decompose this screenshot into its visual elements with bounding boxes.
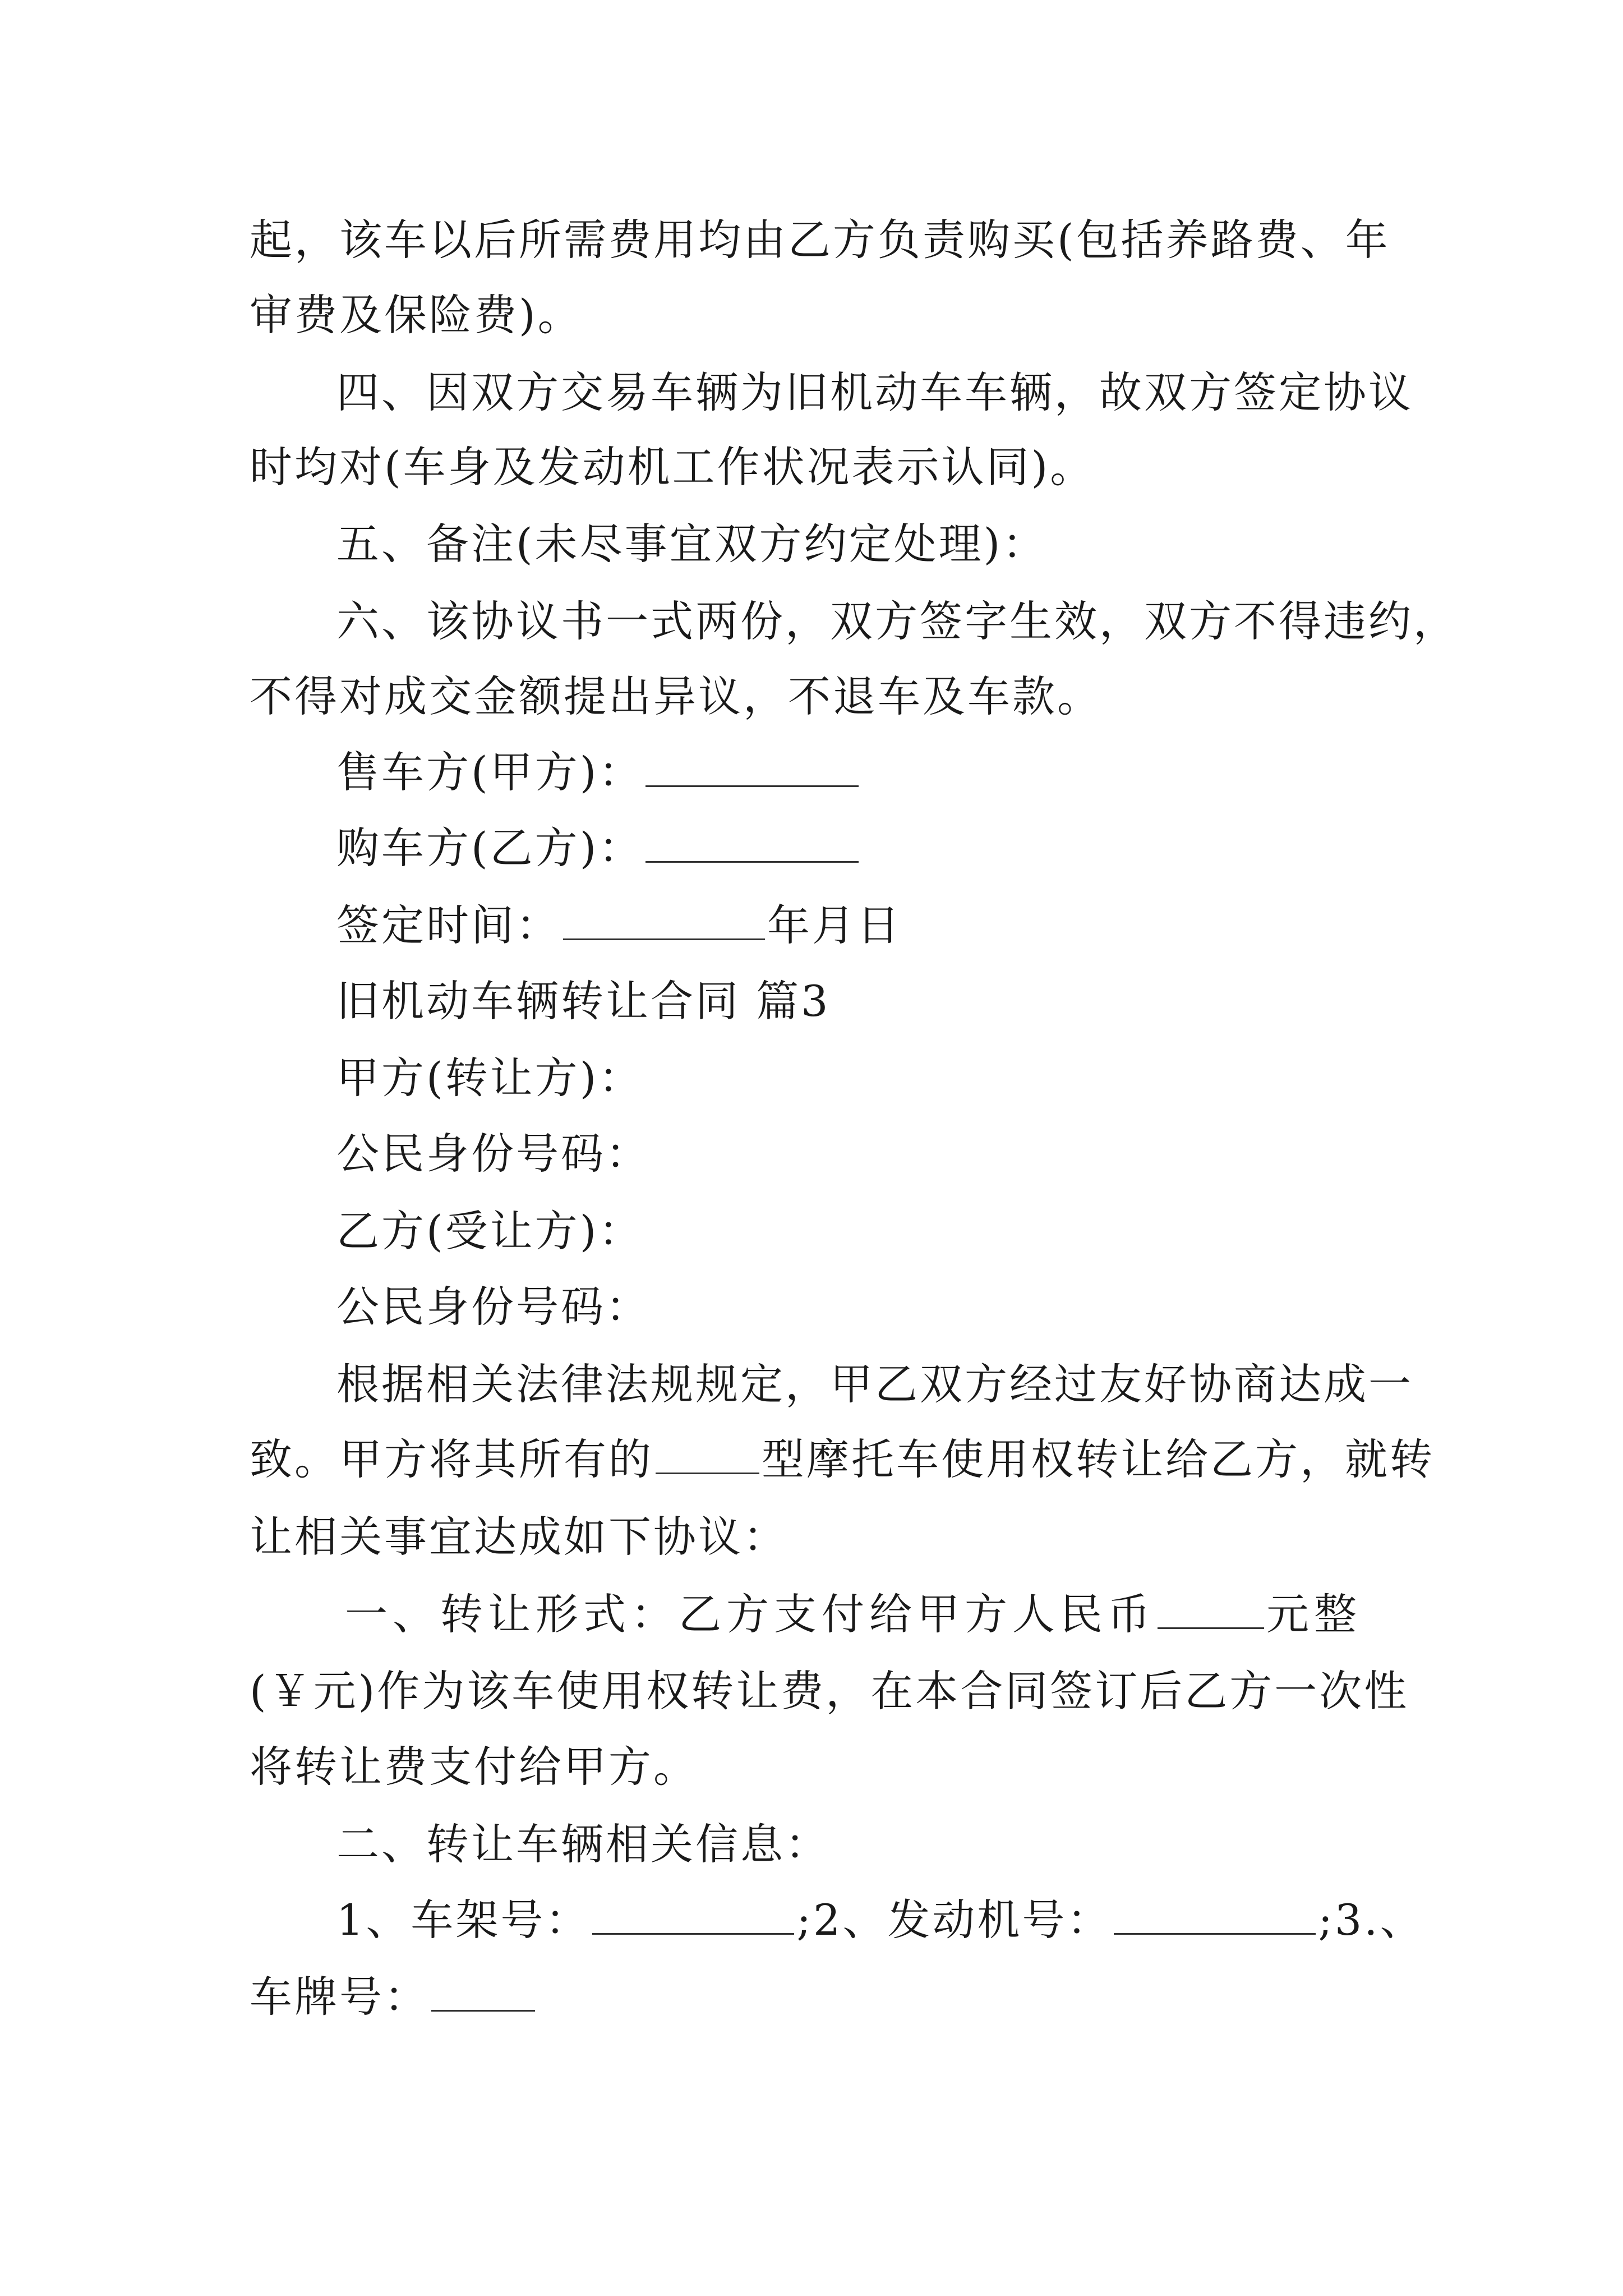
seller-blank <box>645 748 859 787</box>
frame-number-label: 1、车架号： <box>336 1895 591 1945</box>
text-line <box>250 1432 1435 1488</box>
buyer-label: 购车方(乙方)： <box>336 823 644 873</box>
line-text: 致。甲方将其所有的 <box>250 1434 653 1484</box>
clause-six <box>336 593 1458 650</box>
text-line <box>336 1356 1413 1412</box>
line-text: 四、因双方交易车辆为旧机动车车辆，故双方签定协议 <box>336 367 1413 417</box>
engine-number-label: ;2、发动机号： <box>796 1895 1112 1945</box>
line-text: (￥元)作为该车使用权转让费，在本合同签订后乙方一次性 <box>250 1666 1409 1716</box>
plate-number-line <box>250 1969 537 2025</box>
line-text: 一、转让形式：乙方支付给甲方人民币 <box>345 1589 1155 1639</box>
line-text: 公民身份号码： <box>336 1129 651 1179</box>
line-text: 不得对成交金额提出异议，不退车及车款。 <box>250 671 1102 721</box>
line-text: 甲方(转让方)： <box>336 1053 644 1103</box>
buyer-blank <box>645 824 859 863</box>
engine-number-blank <box>1114 1896 1316 1935</box>
line-text: 型摩托车使用权转让给乙方，就转 <box>762 1434 1435 1484</box>
line-text: 将转让费支付给甲方。 <box>250 1742 698 1792</box>
line-text: 公民身份号码： <box>336 1282 651 1332</box>
clause-five <box>336 516 1047 572</box>
clause-vehicle-info <box>336 1816 830 1872</box>
text-line <box>250 669 1102 725</box>
vehicle-numbers-line <box>336 1892 1424 1948</box>
clause-transfer-form <box>345 1586 1362 1642</box>
plate-number-blank <box>431 1973 535 2012</box>
text-line <box>250 212 1390 268</box>
section-title <box>336 973 831 1029</box>
date-suffix: 年月日 <box>767 900 902 950</box>
frame-number-blank <box>592 1896 794 1935</box>
text-line <box>250 1663 1409 1719</box>
text-line <box>250 287 583 343</box>
line-text: 元整 <box>1266 1589 1362 1639</box>
party-a-line <box>336 1050 643 1106</box>
text-line <box>250 439 1095 495</box>
text-line <box>250 1509 788 1565</box>
date-label: 签定时间： <box>336 900 561 950</box>
line-text: 时均对(车身及发动机工作状况表示认同)。 <box>250 442 1095 492</box>
line-text: 乙方(受让方)： <box>336 1206 644 1256</box>
party-b-id-line <box>336 1279 651 1335</box>
date-blank <box>563 901 765 940</box>
line-text: 审费及保险费)。 <box>250 290 583 340</box>
line-text: 二、转让车辆相关信息： <box>336 1819 830 1869</box>
line-text: 让相关事宜达成如下协议： <box>250 1512 788 1562</box>
party-a-id-line <box>336 1126 651 1182</box>
amount-blank <box>1158 1590 1264 1629</box>
signing-date-line <box>336 898 902 954</box>
line-text: ;3.、 <box>1318 1895 1425 1945</box>
plate-number-label: 车牌号： <box>250 1972 429 2022</box>
line-text: 根据相关法律法规规定，甲乙双方经过友好协商达成一 <box>336 1359 1413 1409</box>
party-b-line <box>336 1203 643 1259</box>
seller-signature-line <box>336 744 861 800</box>
line-text: 旧机动车辆转让合同 篇3 <box>336 976 831 1026</box>
line-text: 六、该协议书一式两份，双方签字生效，双方不得违约， <box>336 596 1458 646</box>
text-line <box>250 1739 698 1795</box>
model-blank <box>656 1435 759 1474</box>
line-text: 起，该车以后所需费用均由乙方负责购买(包括养路费、年 <box>250 215 1390 265</box>
clause-four <box>336 365 1413 421</box>
buyer-signature-line <box>336 820 861 876</box>
seller-label: 售车方(甲方)： <box>336 747 644 797</box>
line-text: 五、备注(未尽事宜双方约定处理)： <box>336 519 1048 569</box>
